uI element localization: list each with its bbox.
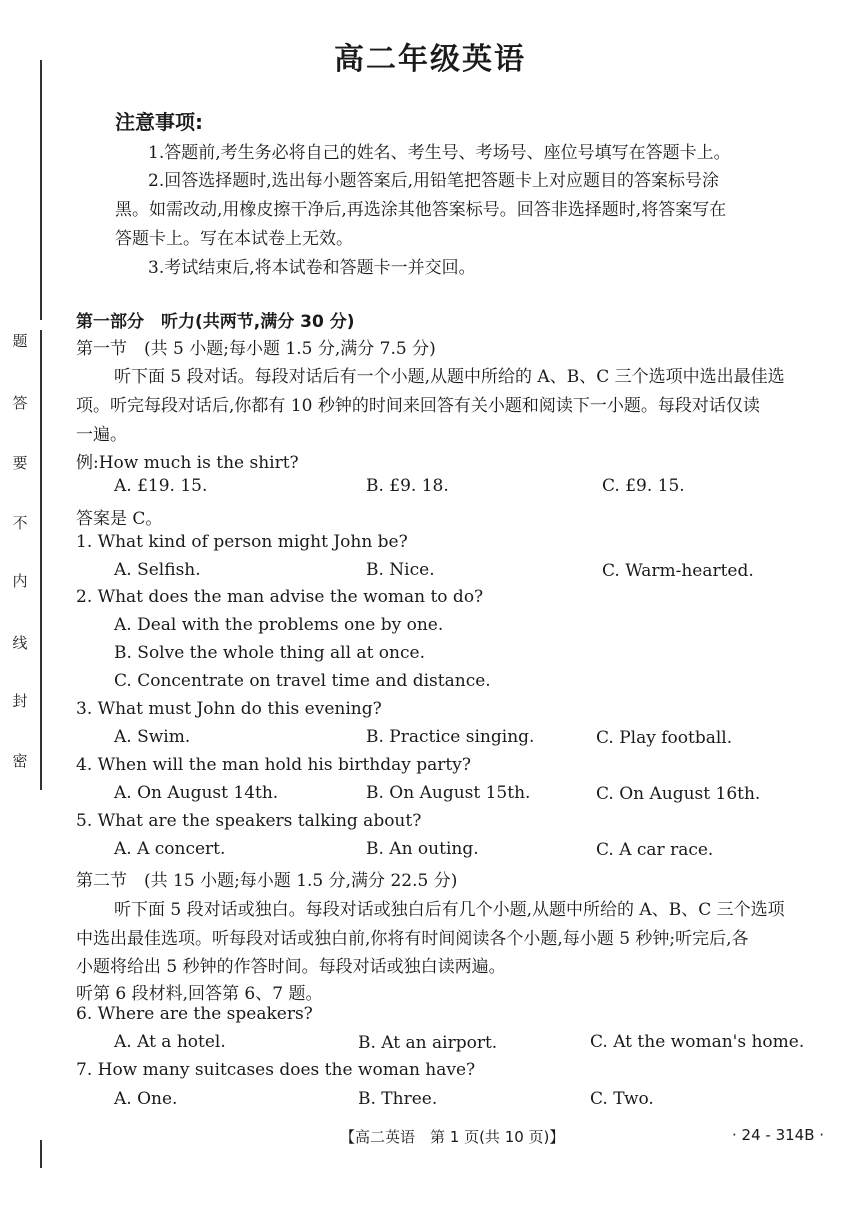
option-a: A. One. xyxy=(114,1089,178,1109)
binding-char: 内 xyxy=(12,572,28,590)
binding-char: 不 xyxy=(12,514,28,532)
section-instructions: 小题将给出 5 秒钟的作答时间。每段对话或独白读两遍。 xyxy=(76,957,506,977)
notice-item-2-cont: 答题卡上。写在本试卷上无效。 xyxy=(115,229,353,249)
option-b: B. Solve the whole thing all at once. xyxy=(114,643,425,663)
section-instructions: 一遍。 xyxy=(76,425,127,445)
section-heading: 第一节 (共 5 小题;每小题 1.5 分,满分 7.5 分) xyxy=(76,339,436,359)
notice-item-3: 3.考试结束后,将本试卷和答题卡一并交回。 xyxy=(148,258,476,278)
option-b: B. An outing. xyxy=(366,839,479,859)
binding-char: 封 xyxy=(12,692,28,710)
section-instructions: 听下面 5 段对话。每段对话后有一个小题,从题中所给的 A、B、C 三个选项中选出最佳选 xyxy=(114,367,785,387)
page-title: 高二年级英语 xyxy=(334,42,526,77)
section-instructions: 听下面 5 段对话或独白。每段对话或独白后有几个小题,从题中所给的 A、B、C 三个选项 xyxy=(114,900,785,920)
option-c: C. Concentrate on travel time and distance. xyxy=(114,671,491,691)
section-heading: 第二节 (共 15 小题;每小题 1.5 分,满分 22.5 分) xyxy=(76,871,458,891)
option-c: C. Play football. xyxy=(596,728,733,748)
example-answer: 答案是 C。 xyxy=(76,509,163,529)
section-instructions: 中选出最佳选项。听每段对话或独白前,你将有时间阅读各个小题,每小题 5 秒钟;听完后,各 xyxy=(76,929,749,949)
option-a: A. Swim. xyxy=(114,727,191,747)
option-b: B. On August 15th. xyxy=(366,783,531,803)
binding-char: 线 xyxy=(12,634,28,652)
question-4: 4. When will the man hold his birthday party? xyxy=(76,755,471,775)
option-c: C. A car race. xyxy=(596,840,714,860)
question-5: 5. What are the speakers talking about? xyxy=(76,811,422,831)
option-a: A. On August 14th. xyxy=(114,783,279,803)
page-number: 【高二英语 第 1 页(共 10 页)】 xyxy=(340,1128,565,1146)
option-a: A. At a hotel. xyxy=(114,1032,226,1052)
binding-char: 题 xyxy=(12,332,28,350)
option-b: B. Nice. xyxy=(366,560,435,580)
option-a: A. Selfish. xyxy=(114,560,201,580)
question-1: 1. What kind of person might John be? xyxy=(76,532,408,552)
option-c: C. Warm-hearted. xyxy=(602,561,754,581)
notice-item-2: 2.回答选择题时,选出每小题答案后,用铅笔把答题卡上对应题目的答案标号涂 xyxy=(148,171,720,191)
binding-char: 密 xyxy=(12,752,28,770)
binding-line-top xyxy=(40,60,42,320)
notice-item-1: 1.答题前,考生务必将自己的姓名、考生号、考场号、座位号填写在答题卡上。 xyxy=(148,143,731,163)
option-b: B. Practice singing. xyxy=(366,727,535,747)
option-a: A. Deal with the problems one by one. xyxy=(114,615,444,635)
binding-line-bottom xyxy=(40,1140,42,1168)
option-b: B. At an airport. xyxy=(358,1033,498,1053)
option-a: A. £19. 15. xyxy=(114,476,208,496)
option-c: C. £9. 15. xyxy=(602,476,685,496)
option-c: C. Two. xyxy=(590,1089,654,1109)
material-instruction: 听第 6 段材料,回答第 6、7 题。 xyxy=(76,984,323,1004)
binding-char: 要 xyxy=(12,454,28,472)
question-2: 2. What does the man advise the woman to do? xyxy=(76,587,484,607)
exam-code: · 24 - 314B · xyxy=(732,1126,825,1144)
notice-item-2-cont: 黑。如需改动,用橡皮擦干净后,再选涂其他答案标号。回答非选择题时,将答案写在 xyxy=(115,200,727,220)
option-b: B. £9. 18. xyxy=(366,476,449,496)
binding-line-middle xyxy=(40,330,42,790)
option-a: A. A concert. xyxy=(114,839,226,859)
option-c: C. At the woman's home. xyxy=(590,1032,805,1052)
question-7: 7. How many suitcases does the woman have? xyxy=(76,1060,476,1080)
option-c: C. On August 16th. xyxy=(596,784,761,804)
notice-heading: 注意事项: xyxy=(115,110,203,134)
part-heading: 第一部分 听力(共两节,满分 30 分) xyxy=(76,312,355,332)
question-6: 6. Where are the speakers? xyxy=(76,1004,313,1024)
example-question: 例:How much is the shirt? xyxy=(76,453,299,473)
binding-char: 答 xyxy=(12,394,28,412)
option-b: B. Three. xyxy=(358,1089,438,1109)
question-3: 3. What must John do this evening? xyxy=(76,699,382,719)
section-instructions: 项。听完每段对话后,你都有 10 秒钟的时间来回答有关小题和阅读下一小题。每段对话仅读 xyxy=(76,396,760,416)
